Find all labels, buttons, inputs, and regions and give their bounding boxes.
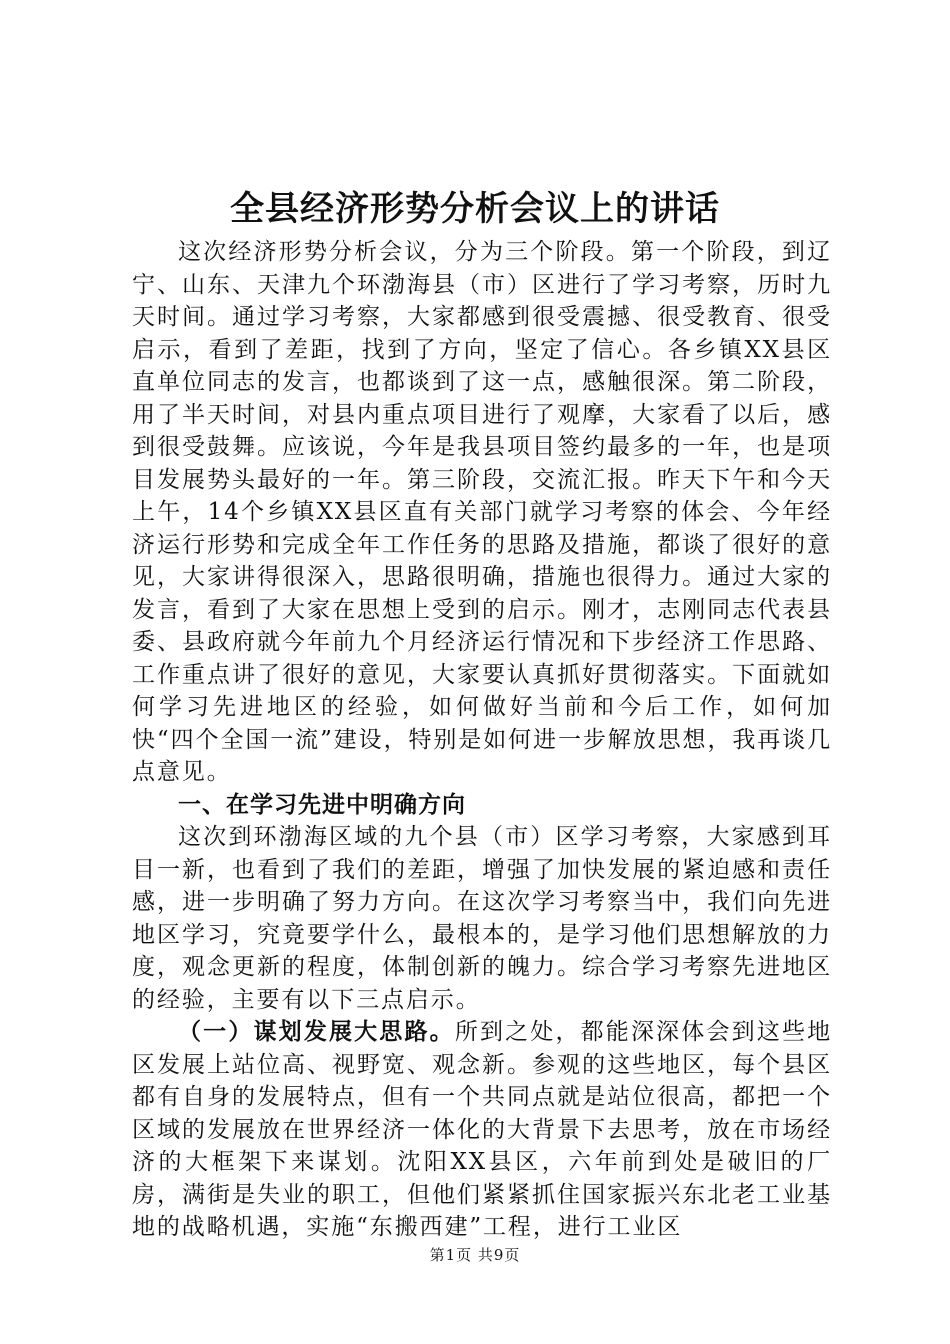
section-paragraph: 这次到环渤海区域的九个县（市）区学习考察，大家感到耳目一新，也看到了我们的差距，增强了加快发展的紧迫感和责任感，进一步明确了努力方向。在这次学习考察当中，我们向先进地区学习，究竟要学什么，最根本的，是学习他们思想解放的力度，观念更新的程度，体制创新的魄力。综合学习考察先进地区的经验，主要有以下三点启示。 — [132, 824, 832, 1013]
page-number-footer: 第1页 共9页 — [429, 1246, 521, 1264]
document-body — [132, 236, 832, 1244]
subsection-text: 所到之处，都能深深体会到这些地区发展上站位高、视野宽、观念新。参观的这些地区，每个县区都有自身的发展特点，但有一个共同点就是站位很高，都把一个区域的发展放在世界经济一体化的大背景下去思考，放在市场经济的大框架下来谋划。沈阳XX县区，六年前到处是破旧的厂房，满街是失业的职工，但他们紧紧抓住国家振兴东北老工业基地的战略机遇，实施“东搬西建”工程，进行工业区 — [132, 1019, 833, 1240]
subsection-paragraph — [132, 1016, 832, 1244]
intro-paragraph: 这次经济形势分析会议，分为三个阶段。第一个阶段，到辽宁、山东、天津九个环渤海县（市）区进行了学习考察，历时九天时间。通过学习考察，大家都感到很受震撼、很受教育、很受启示，看到了差距，找到了方向，坚定了信心。各乡镇XX县区直单位同志的发言，也都谈到了这一点，感触很深。第二阶段，用了半天时间，对县内重点项目进行了观摩，大家看了以后，感到很受鼓舞。应该说，今年是我县项目签约最多的一年，也是项目发展势头最好的一年。第三阶段，交流汇报。昨天下午和今天上午，14个乡镇XX县区直有关部门就学习考察的体会、今年经济运行形势和完成全年工作任务的思路及措施，都谈了很好的意见，大家讲得很深入，思路很明确，措施也很得力。通过大家的发言，看到了大家在思想上受到的启示。刚才，志刚同志代表县委、县政府就今年前九个月经济运行情况和下步经济工作思路、工作重点讲了很好的意见，大家要认真抓好贯彻落实。下面就如何学习先进地区的经验，如何做好当前和今后工作，如何加快“四个全国一流”建设，特别是如何进一步解放思想，我再谈几点意见。 — [132, 239, 832, 785]
document-title: 全县经济形势分析会议上的讲话 — [230, 189, 720, 229]
section-heading: 一、在学习先进中明确方向 — [178, 791, 466, 818]
subsection-lead: （一）谋划发展大思路。 — [178, 1019, 455, 1045]
